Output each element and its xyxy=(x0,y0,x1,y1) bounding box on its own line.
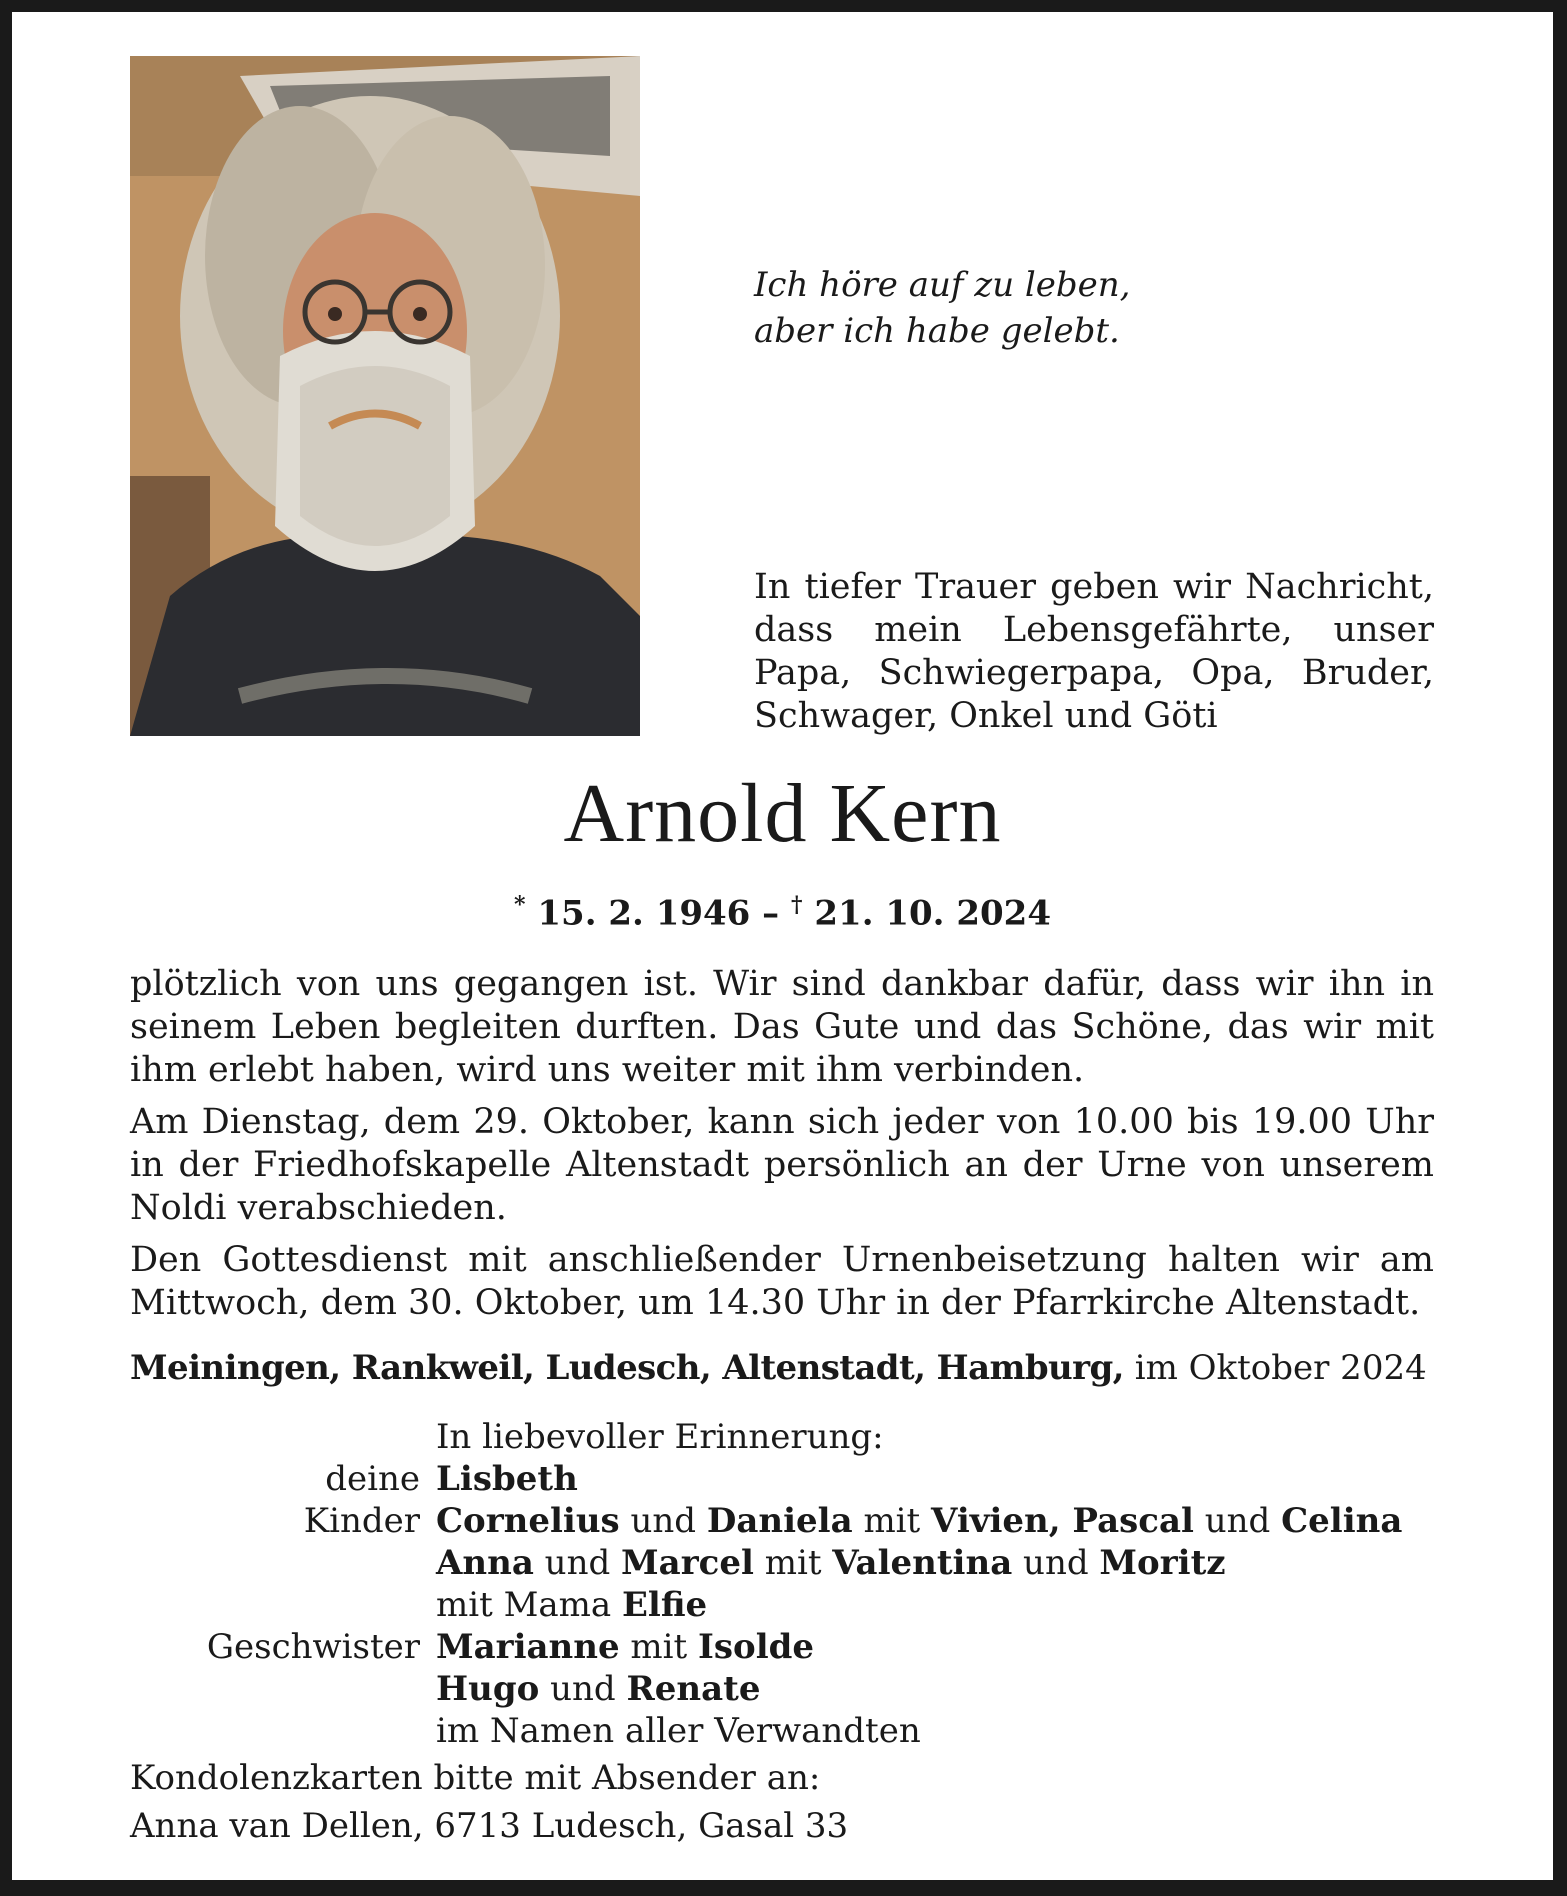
grandchild-names: Vivien, Pascal xyxy=(931,1501,1194,1541)
obituary-body xyxy=(130,963,1434,1334)
grandchild-name: Valentina xyxy=(832,1543,1013,1583)
signature-relatives-row xyxy=(130,1710,1450,1752)
conjunction: und xyxy=(550,1669,616,1709)
child-name: Daniela xyxy=(706,1501,853,1541)
quote-line-1: Ich höre auf zu leben, xyxy=(754,265,1131,305)
birth-date: 15. 2. 1946 xyxy=(537,893,751,934)
conjunction: mit xyxy=(630,1627,688,1667)
signature-siblings-row-1 xyxy=(130,1626,1450,1668)
body-paragraph-1: plötzlich von uns gegangen ist. Wir sind dankbar dafür, dass wir ihn in seinem Leben begleiten durften. Das Gute und das Schöne, das wir mit ihm erlebt haben, wird uns weiter mit ihm verbinden. xyxy=(130,964,1434,1090)
deceased-name: Arnold Kern xyxy=(563,767,1002,860)
birth-symbol: * xyxy=(514,892,526,918)
conjunction: mit xyxy=(764,1543,822,1583)
death-symbol: † xyxy=(791,892,803,918)
signature-siblings-row-2 xyxy=(130,1668,1450,1710)
signature-intro: In liebevoller Erinnerung: xyxy=(436,1417,884,1457)
sibling-relative-name: Isolde xyxy=(698,1627,815,1667)
obituary-page xyxy=(12,12,1553,1880)
child-name: Marcel xyxy=(621,1543,754,1583)
conjunction: und xyxy=(1204,1501,1271,1541)
announcement-text: In tiefer Trauer geben wir Nachricht, dass mein Lebensgefährte, unser Papa, Schwiegerpapa, Opa, Bruder, Schwager, Onkel und Göti xyxy=(754,567,1434,736)
signature-children-row-1 xyxy=(130,1500,1450,1542)
quote xyxy=(754,262,1274,354)
label-children: Kinder xyxy=(303,1501,420,1541)
label-siblings: Geschwister xyxy=(206,1627,420,1667)
signature-children-row-2 xyxy=(130,1542,1450,1584)
life-dates xyxy=(12,882,1553,936)
signature-mama-row xyxy=(130,1584,1450,1626)
label-partner: deine xyxy=(325,1459,420,1499)
places-date: im Oktober 2024 xyxy=(1134,1348,1427,1388)
contact-line-1: Kondolenzkarten bitte mit Absender an: xyxy=(130,1758,821,1798)
contact-address: Anna van Dellen, 6713 Ludesch, Gasal 33 xyxy=(130,1806,849,1846)
sibling-name: Hugo xyxy=(436,1669,540,1709)
sibling-name: Marianne xyxy=(436,1627,620,1667)
mama-name: Elfie xyxy=(622,1585,708,1625)
signature-intro-row xyxy=(130,1416,1450,1458)
conjunction: und xyxy=(1023,1543,1089,1583)
death-date: 21. 10. 2024 xyxy=(814,893,1051,934)
child-name: Anna xyxy=(436,1543,534,1583)
grandchild-name: Celina xyxy=(1281,1501,1403,1541)
date-separator: – xyxy=(762,893,780,934)
quote-line-2: aber ich habe gelebt. xyxy=(754,311,1120,351)
portrait-photo xyxy=(130,56,640,736)
grandchild-name: Moritz xyxy=(1099,1543,1226,1583)
conjunction: mit xyxy=(863,1501,921,1541)
sibling-relative-name: Renate xyxy=(626,1669,761,1709)
body-paragraph-3: Den Gottesdienst mit anschließender Urnenbeisetzung halten wir am Mittwoch, dem 30. Oktober, um 14.30 Uhr in der Pfarrkirche Altenstadt. xyxy=(130,1240,1434,1323)
child-name: Cornelius xyxy=(436,1501,620,1541)
partner-name: Lisbeth xyxy=(436,1459,578,1499)
places-towns: Meiningen, Rankweil, Ludesch, Altenstadt, Hamburg, xyxy=(130,1348,1124,1388)
mit-mama-text: mit Mama xyxy=(436,1585,612,1625)
signature-partner-row xyxy=(130,1458,1450,1500)
condolence-contact xyxy=(130,1754,848,1850)
relatives-text: im Namen aller Verwandten xyxy=(436,1711,921,1751)
signature-block xyxy=(130,1416,1450,1752)
conjunction: und xyxy=(630,1501,697,1541)
portrait-illustration xyxy=(130,56,640,736)
places-and-date xyxy=(130,1346,1434,1390)
conjunction: und xyxy=(544,1543,611,1583)
body-paragraph-2: Am Dienstag, dem 29. Oktober, kann sich jeder von 10.00 bis 19.00 Uhr in der Friedhofskapelle Altenstadt persönlich an der Urne von unserem Noldi verabschieden. xyxy=(130,1102,1434,1228)
